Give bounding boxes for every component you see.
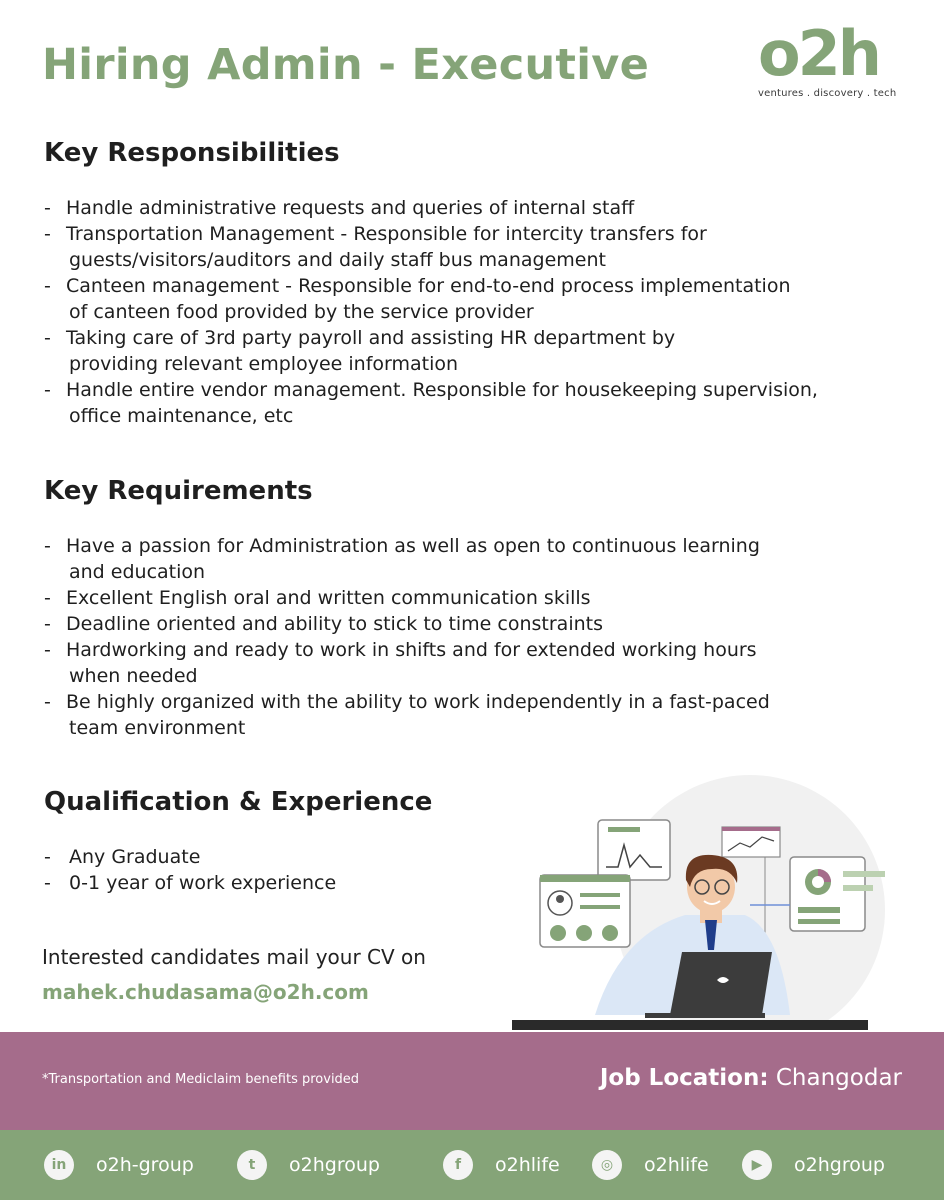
social-label: o2hgroup (289, 1154, 380, 1176)
list-item: - Have a passion for Administration as well as open to continuous learning and education (44, 535, 760, 583)
footer-info-band (0, 1032, 944, 1130)
social-linkedin[interactable] (44, 1150, 194, 1180)
email-link[interactable]: mahek.chudasama@o2h.com (42, 980, 369, 1004)
responsibilities-list (44, 195, 818, 429)
list-item: - Transportation Management - Responsible for intercity transfers for guests/visitors/auditors and daily staff bus management (44, 223, 707, 271)
instagram-icon: ◎ (592, 1150, 622, 1180)
qualification-heading: Qualification & Experience (44, 787, 433, 817)
o2h-logo (758, 17, 898, 112)
page-title: Hiring Admin - Executive (42, 40, 650, 90)
list-item: - Excellent English oral and written communication skills (44, 587, 591, 609)
list-item: - Taking care of 3rd party payroll and assisting HR department by providing relevant employee information (44, 327, 676, 375)
list-item: - 0-1 year of work experience (44, 872, 337, 894)
social-youtube[interactable] (742, 1150, 885, 1180)
office-worker-illustration (500, 775, 930, 1030)
qualification-list (44, 844, 336, 896)
social-twitter[interactable] (237, 1150, 380, 1180)
social-instagram[interactable] (592, 1150, 709, 1180)
job-location: Job Location: Changodar (599, 1065, 902, 1091)
logo-tagline: ventures . discovery . tech (758, 88, 897, 99)
benefits-note: *Transportation and Mediclaim benefits provided (42, 1072, 360, 1087)
facebook-icon: f (443, 1150, 473, 1180)
youtube-icon: ▶ (742, 1150, 772, 1180)
logo-text: o2h (758, 17, 879, 90)
list-item: - Any Graduate (44, 846, 201, 868)
social-label: o2hlife (495, 1154, 560, 1176)
requirements-list (44, 533, 770, 741)
list-item: - Be highly organized with the ability to work independently in a fast-paced team environment (44, 691, 770, 739)
list-item: - Handle administrative requests and queries of internal staff (44, 197, 635, 219)
list-item: - Handle entire vendor management. Responsible for housekeeping supervision, office maintenance, etc (44, 379, 818, 427)
list-item: - Hardworking and ready to work in shifts and for extended working hours when needed (44, 639, 757, 687)
social-label: o2hgroup (794, 1154, 885, 1176)
list-item: - Canteen management - Responsible for end-to-end process implementation of canteen food provided by the service provider (44, 275, 791, 323)
twitter-icon: t (237, 1150, 267, 1180)
social-label: o2hlife (644, 1154, 709, 1176)
linkedin-icon: in (44, 1150, 74, 1180)
social-band (0, 1130, 944, 1200)
list-item: - Deadline oriented and ability to stick to time constraints (44, 613, 603, 635)
responsibilities-heading: Key Responsibilities (44, 138, 340, 168)
requirements-heading: Key Requirements (44, 476, 313, 506)
social-label: o2h-group (96, 1154, 194, 1176)
social-facebook[interactable] (443, 1150, 560, 1180)
cta-text: Interested candidates mail your CV on (42, 945, 426, 969)
